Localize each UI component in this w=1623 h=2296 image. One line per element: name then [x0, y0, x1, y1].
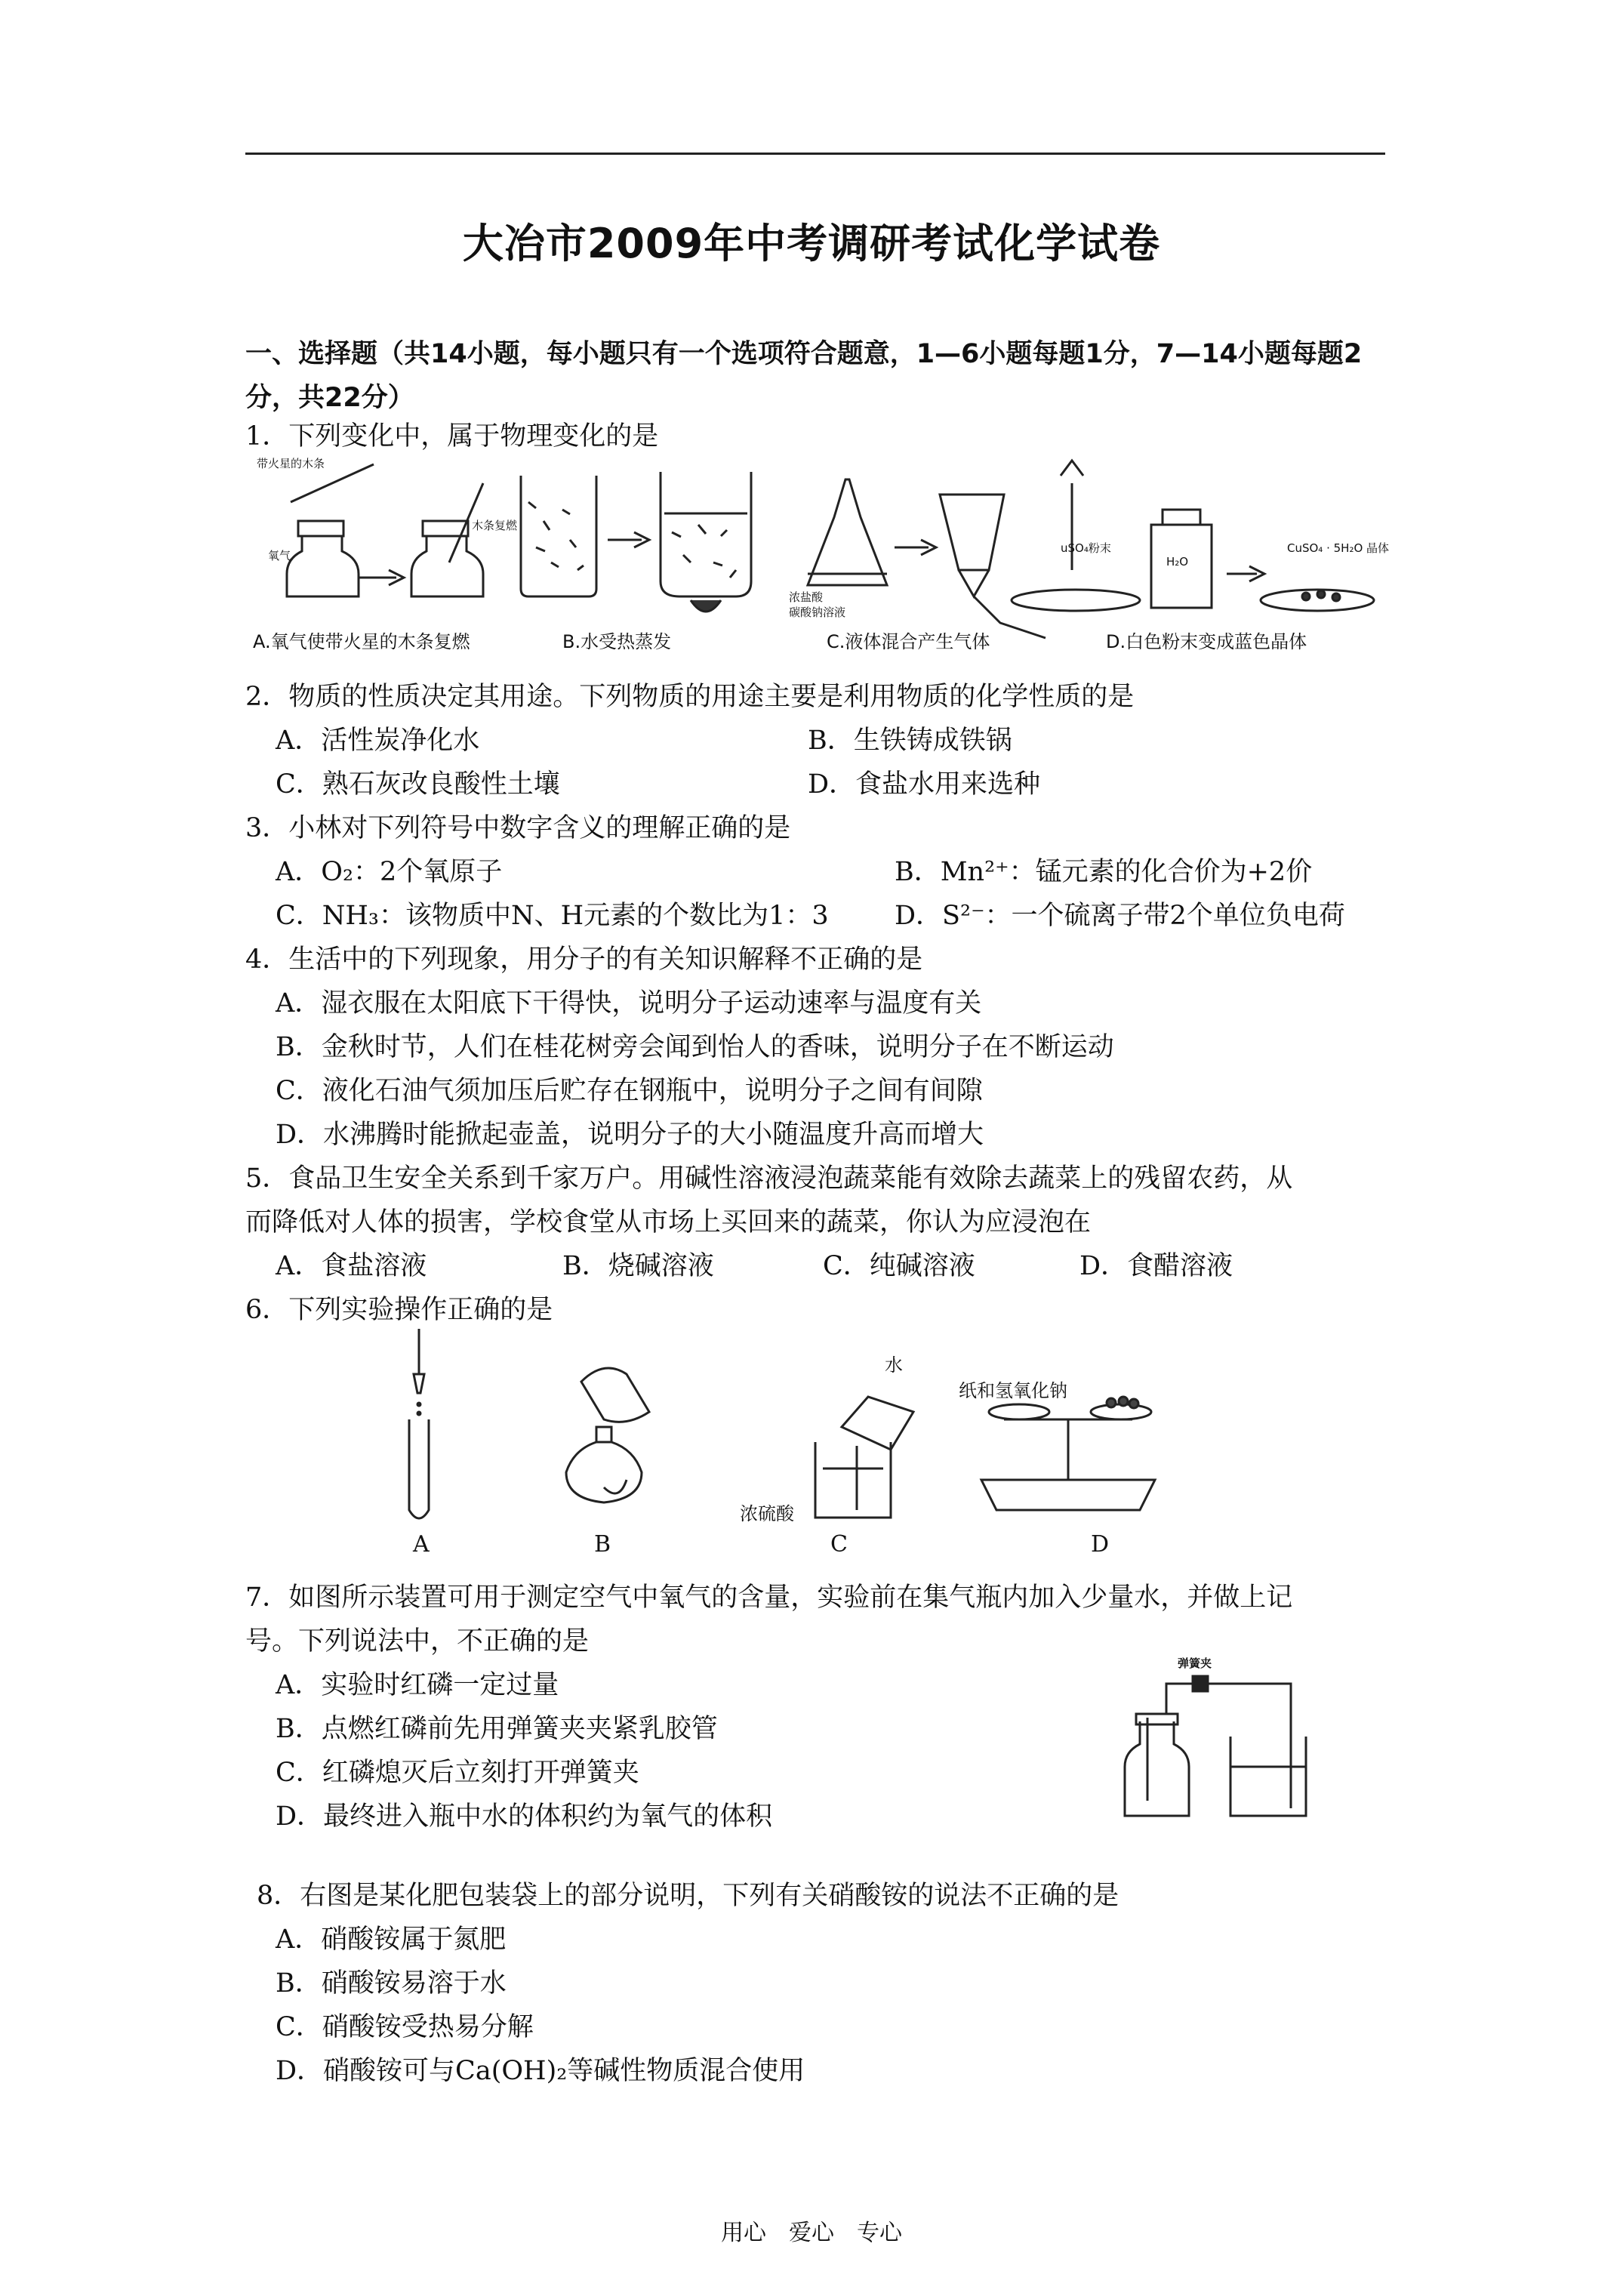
q6-label-acid: 浓硫酸	[740, 1503, 794, 1524]
q1-label-cuso4: uSO₄粉末	[1061, 541, 1111, 555]
q5-option-d: D．食醋溶液	[1079, 1251, 1233, 1281]
q2-option-a: A．活性炭净化水	[276, 726, 480, 756]
q1-label-splint: 带火星的木条	[257, 457, 325, 470]
section-heading: 一、选择题（共14小题，每小题只有一个选项符合题意，1—6小题每题1分，7—14小题每题2分，共22分）	[245, 339, 1363, 413]
test-tube-icon	[409, 1419, 429, 1518]
q6-figure	[377, 1329, 1283, 1570]
q3-option-b: B．Mn²⁺：锰元素的化合价为+2价	[895, 857, 1313, 887]
q6-letter-a: A	[413, 1531, 430, 1558]
beaker-icon	[815, 1442, 891, 1518]
q7-option-a: A．实验时红磷一定过量	[276, 1670, 559, 1700]
q1-label-relight: 木条复燃	[472, 519, 518, 532]
q7-option-c: C．红磷熄灭后立刻打开弹簧夹	[276, 1758, 639, 1788]
q1-stem: 1．下列变化中，属于物理变化的是	[245, 421, 659, 451]
q6-label-naoh: 纸和氢氧化钠	[959, 1380, 1067, 1401]
q1-caption-d: D.白色粉末变成蓝色晶体	[1106, 631, 1307, 652]
q1-label-crystal: CuSO₄ · 5H₂O 晶体	[1287, 541, 1390, 555]
q6-letter-d: D	[1091, 1531, 1110, 1558]
balance-icon	[981, 1480, 1155, 1510]
q4-option-d: D．水沸腾时能掀起壶盖，说明分子的大小随温度升高而增大	[276, 1120, 984, 1150]
alcohol-lamp-icon	[566, 1442, 642, 1502]
beaker-icon	[1230, 1737, 1306, 1816]
q8-option-a: A．硝酸铵属于氮肥	[276, 1925, 507, 1955]
q1-label-hcl: 浓盐酸	[789, 590, 824, 604]
q3-option-c: C．NH₃：该物质中N、H元素的个数比为1：3	[276, 901, 829, 931]
q1-figure	[245, 449, 1393, 661]
q6-label-water: 水	[885, 1354, 903, 1376]
q1-label-na2co3: 碳酸钠溶液	[789, 606, 846, 619]
q7-stem-cont: 号。下列说法中，不正确的是	[245, 1626, 590, 1657]
q4-option-c: C．液化石油气须加压后贮存在钢瓶中，说明分子之间有间隙	[276, 1076, 983, 1106]
pouring-cup-icon	[842, 1397, 913, 1450]
q2-stem: 2．物质的性质决定其用途。下列物质的用途主要是利用物质的化学性质的是	[245, 682, 1135, 712]
q5-stem-cont: 而降低对人体的损害，学校食堂从市场上买回来的蔬菜，你认为应浸泡在	[245, 1207, 1092, 1237]
q7-label-clamp: 弹簧夹	[1178, 1657, 1212, 1670]
q7-option-d: D．最终进入瓶中水的体积约为氧气的体积	[276, 1801, 773, 1832]
q5-option-c: C．纯碱溶液	[823, 1251, 975, 1281]
q3-option-d: D．S²⁻：一个硫离子带2个单位负电荷	[895, 901, 1345, 931]
q1-caption-c: C.液体混合产生气体	[827, 631, 990, 652]
q8-option-c: C．硝酸铵受热易分解	[276, 2012, 534, 2042]
gas-bottle-icon	[1125, 1721, 1189, 1816]
funnel-icon	[940, 495, 1004, 570]
q7-stem: 7．如图所示装置可用于测定空气中氧气的含量，实验前在集气瓶内加入少量水，并做上记	[245, 1583, 1293, 1613]
q3-option-a: A．O₂：2个氧原子	[276, 857, 503, 887]
right-pan-icon	[1091, 1404, 1151, 1419]
q6-letter-b: B	[594, 1531, 611, 1558]
q2-option-c: C．熟石灰改良酸性土壤	[276, 769, 560, 800]
header-rule	[245, 153, 1385, 155]
q8-stem: 8．右图是某化肥包装袋上的部分说明，下列有关硝酸铵的说法不正确的是	[257, 1881, 1119, 1911]
q4-option-a: A．湿衣服在太阳底下干得快，说明分子运动速率与温度有关	[276, 988, 982, 1019]
q5-option-b: B．烧碱溶液	[562, 1251, 714, 1281]
left-pan-icon	[989, 1404, 1049, 1419]
q3-stem: 3．小林对下列符号中数字含义的理解正确的是	[245, 813, 791, 843]
q6-letter-c: C	[830, 1531, 848, 1558]
page-title: 大冶市2009年中考调研考试化学试卷	[462, 220, 1161, 267]
q1-caption-a: A.氧气使带火星的木条复燃	[253, 631, 470, 652]
lamp-cap-icon	[581, 1368, 649, 1422]
q1-label-oxygen: 氧气	[268, 549, 291, 562]
q8-option-d: D．硝酸铵可与Ca(OH)₂等碱性物质混合使用	[276, 2056, 805, 2086]
q4-option-b: B．金秋时节，人们在桂花树旁会闻到怡人的香味，说明分子在不断运动	[276, 1032, 1114, 1062]
q1-label-h2o: H₂O	[1166, 555, 1189, 569]
q7-figure	[1102, 1653, 1313, 1827]
q6-stem: 6．下列实验操作正确的是	[245, 1295, 553, 1325]
q2-option-b: B．生铁铸成铁锅	[808, 726, 1012, 756]
q1-caption-b: B.水受热蒸发	[562, 631, 672, 652]
q7-option-b: B．点燃红磷前先用弹簧夹夹紧乳胶管	[276, 1714, 718, 1744]
q8-option-b: B．硝酸铵易溶于水	[276, 1968, 507, 1999]
q2-option-d: D．食盐水用来选种	[808, 769, 1041, 800]
q7-apparatus-drawing	[1102, 1653, 1313, 1827]
q5-option-a: A．食盐溶液	[276, 1251, 427, 1281]
beaker-1-icon	[521, 476, 596, 596]
q5-stem: 5．食品卫生安全关系到千家万户。用碱性溶液浸泡蔬菜能有效除去蔬菜上的残留农药，从	[245, 1163, 1293, 1194]
page-footer: 用心 爱心 专心	[721, 2220, 902, 2246]
q4-stem: 4．生活中的下列现象，用分子的有关知识解释不正确的是	[245, 945, 923, 975]
flask-icon	[808, 479, 887, 585]
